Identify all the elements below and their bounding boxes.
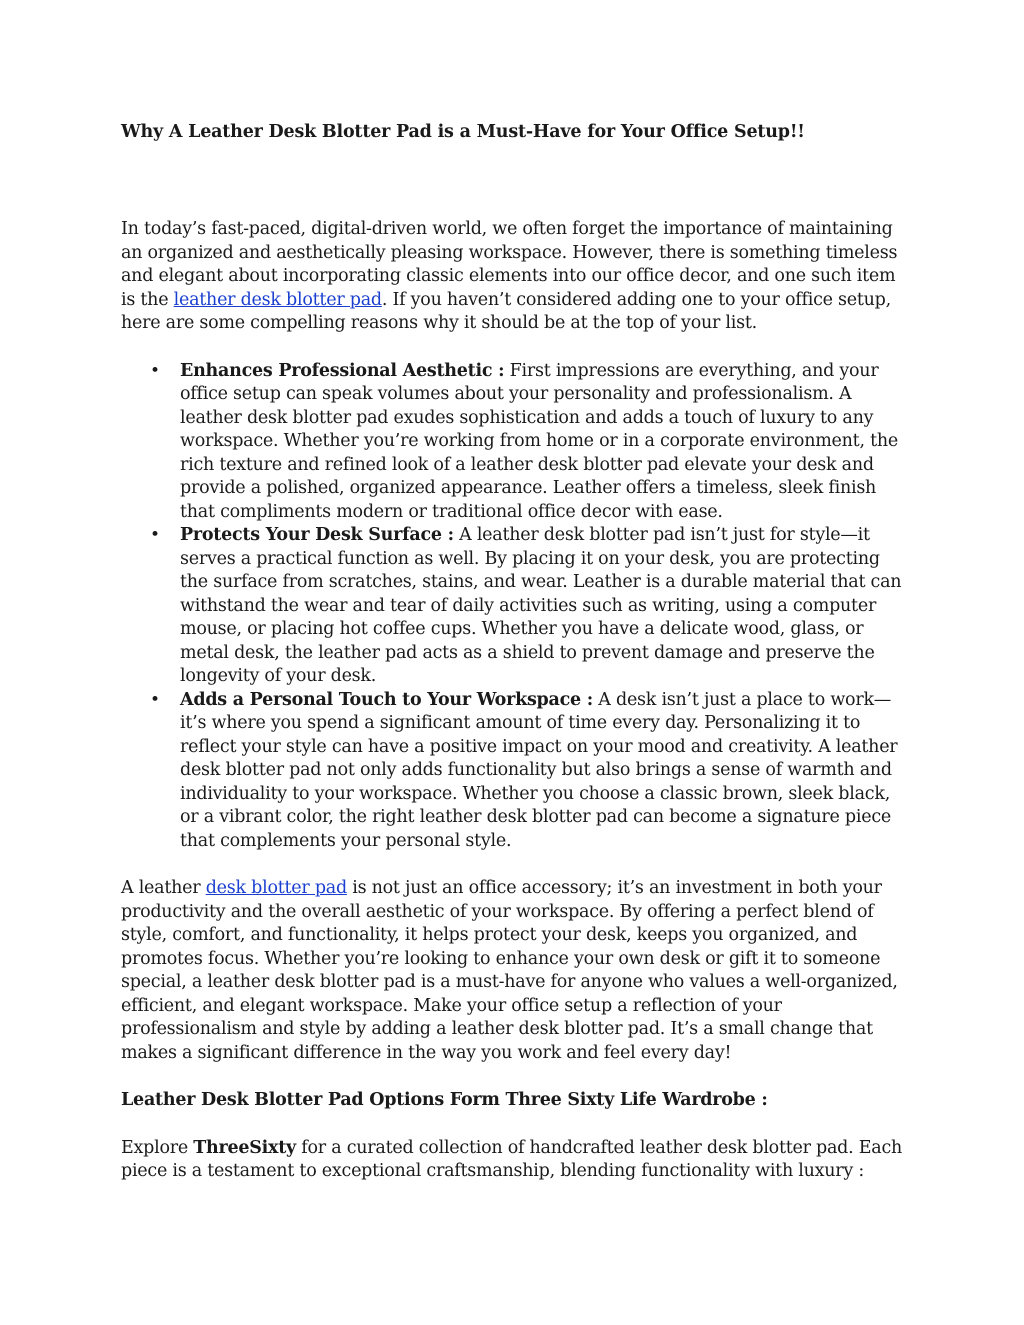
- benefit-body: A desk isn’t just a place to work—it’s where you spend a significant amount of time every day. Personalizing it to reflect your style can have a positive impact on your mood and creativity. A leather desk blotter pad not only adds functionality but also brings a sense of warmth and individuality to your workspace. Whether you choose a classic brown, sleek black, or a vibrant color, the right leather desk blotter pad can become a signature piece that complements your personal style.: [180, 689, 898, 851]
- intro-paragraph: [121, 218, 911, 336]
- explore-text-start: Explore: [121, 1137, 194, 1158]
- benefit-body: A leather desk blotter pad isn’t just for style—it serves a practical function as well. By placing it on your desk, you are protecting the surface from scratches, stains, and wear. Leather is a durable material that can withstand the wear and tear of daily activities such as writing, using a computer mouse, or placing hot coffee cups. Whether you have a delicate wood, glass, or metal desk, the leather pad acts as a shield to prevent damage and preserve the longevity of your desk.: [180, 525, 902, 686]
- benefit-heading: Protects Your Desk Surface :: [180, 525, 454, 545]
- list-item: [150, 689, 911, 854]
- list-item: [150, 524, 911, 689]
- closing-text-start: A leather: [121, 878, 206, 898]
- document-page: [121, 119, 911, 1184]
- benefit-heading: Adds a Personal Touch to Your Workspace :: [180, 689, 593, 710]
- benefits-list: [121, 360, 911, 854]
- bullet-icon: •: [150, 525, 160, 545]
- document-title: Why A Leather Desk Blotter Pad is a Must-Have for Your Office Setup!!: [121, 122, 805, 142]
- bullet-icon: •: [150, 360, 160, 381]
- intro-text-end: . If you haven’t considered adding one to your office setup, here are some compelling reasons why it should be at the top of your list.: [121, 289, 891, 333]
- leather-desk-blotter-pad-link[interactable]: leather desk blotter pad: [173, 289, 382, 310]
- benefit-body: First impressions are everything, and your office setup can speak volumes about your personality and professionalism. A leather desk blotter pad exudes sophistication and adds a touch of luxury to any workspace. Whether you’re working from home or in a corporate environment, the rich texture and refined look of a leather desk blotter pad elevate your desk and provide a polished, organized appearance. Leather offers a timeless, sleek finish that compliments modern or traditional office decor with ease.: [180, 360, 899, 522]
- brand-name: ThreeSixty: [193, 1137, 296, 1158]
- desk-blotter-pad-link[interactable]: desk blotter pad: [205, 878, 347, 898]
- closing-paragraph: [121, 877, 911, 1065]
- options-subheading: Leather Desk Blotter Pad Options Form Three Sixty Life Wardrobe :: [121, 1090, 768, 1110]
- explore-text-end: for a curated collection of handcrafted leather desk blotter pad. Each piece is a testament to exceptional craftsmanship, blending functionality with luxury :: [121, 1137, 903, 1181]
- benefit-heading: Enhances Professional Aesthetic :: [180, 360, 505, 381]
- bullet-icon: •: [150, 689, 160, 710]
- list-item: [150, 360, 911, 525]
- explore-paragraph: [121, 1137, 911, 1184]
- closing-text-end: is not just an office accessory; it’s an investment in both your productivity and the overall aesthetic of your workspace. By offering a perfect blend of style, comfort, and functionality, it helps protect your desk, keeps you organized, and promotes focus. Whether you’re looking to enhance your own desk or gift it to someone special, a leather desk blotter pad is a must-have for anyone who values a well-organized, efficient, and elegant workspace. Make your office setup a reflection of your professionalism and style by adding a leather desk blotter pad. It’s a small change that makes a significant difference in the way you work and feel every day!: [121, 878, 898, 1063]
- intro-text-start: In today’s fast-paced, digital-driven world, we often forget the importance of maintaining an organized and aesthetically pleasing workspace. However, there is something timeless and elegant about incorporating classic elements into our office decor, and one such item is the: [121, 219, 898, 310]
